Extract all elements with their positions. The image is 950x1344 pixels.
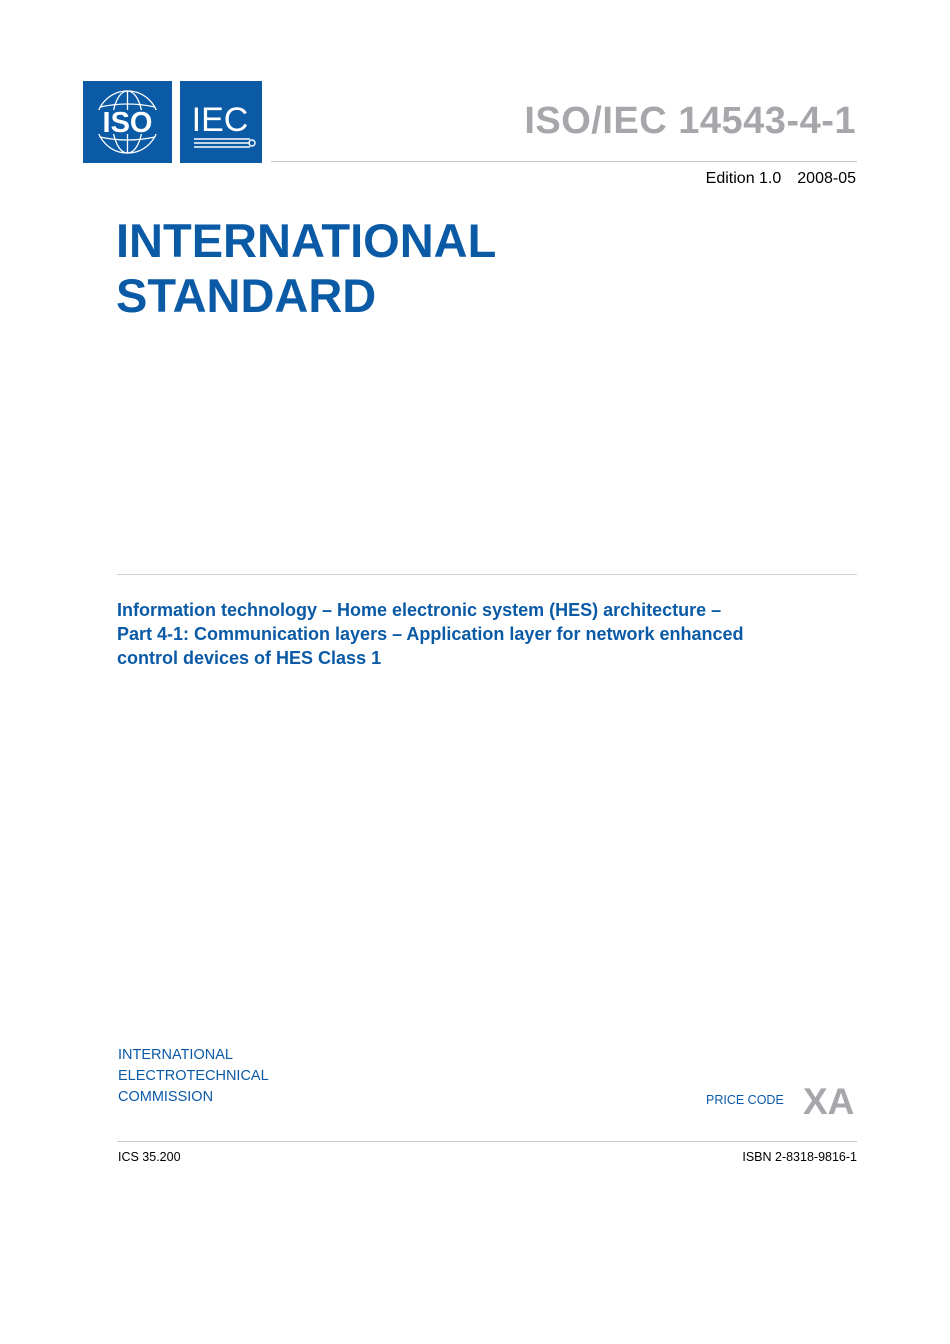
main-title-line-1: INTERNATIONAL	[116, 214, 497, 267]
subtitle-line-3: control devices of HES Class 1	[117, 648, 382, 668]
ics-code: ICS 35.200	[118, 1150, 181, 1164]
organization-line-2: ELECTROTECHNICAL	[118, 1068, 269, 1084]
publication-date: 2008-05	[797, 170, 856, 187]
iso-logo	[83, 81, 172, 163]
subtitle-line-1: Information technology – Home electronic system (HES) architecture –	[117, 600, 722, 620]
document-number: ISO/IEC 14543-4-1	[524, 100, 856, 142]
iec-logo-text: IEC	[191, 101, 249, 139]
price-code-label: PRICE CODE	[706, 1093, 784, 1107]
main-title-line-2: STANDARD	[116, 269, 377, 322]
main-title	[116, 213, 496, 323]
footer-divider	[117, 1141, 857, 1142]
edition: Edition 1.0	[705, 170, 782, 187]
title-divider	[117, 574, 857, 575]
header-divider	[271, 161, 857, 162]
isbn: ISBN 2-8318-9816-1	[742, 1150, 857, 1164]
edition-line	[706, 170, 856, 188]
iso-logo-text: ISO	[102, 107, 153, 139]
organization-line-3: COMMISSION	[118, 1089, 214, 1105]
subtitle-line-2: Part 4-1: Communication layers – Application layer for network enhanced	[117, 624, 744, 644]
price-code: XA	[803, 1081, 855, 1122]
iec-logo	[180, 81, 262, 163]
organization-line-1: INTERNATIONAL	[118, 1047, 233, 1063]
organization-name	[118, 1045, 269, 1108]
document-subtitle	[117, 598, 837, 670]
